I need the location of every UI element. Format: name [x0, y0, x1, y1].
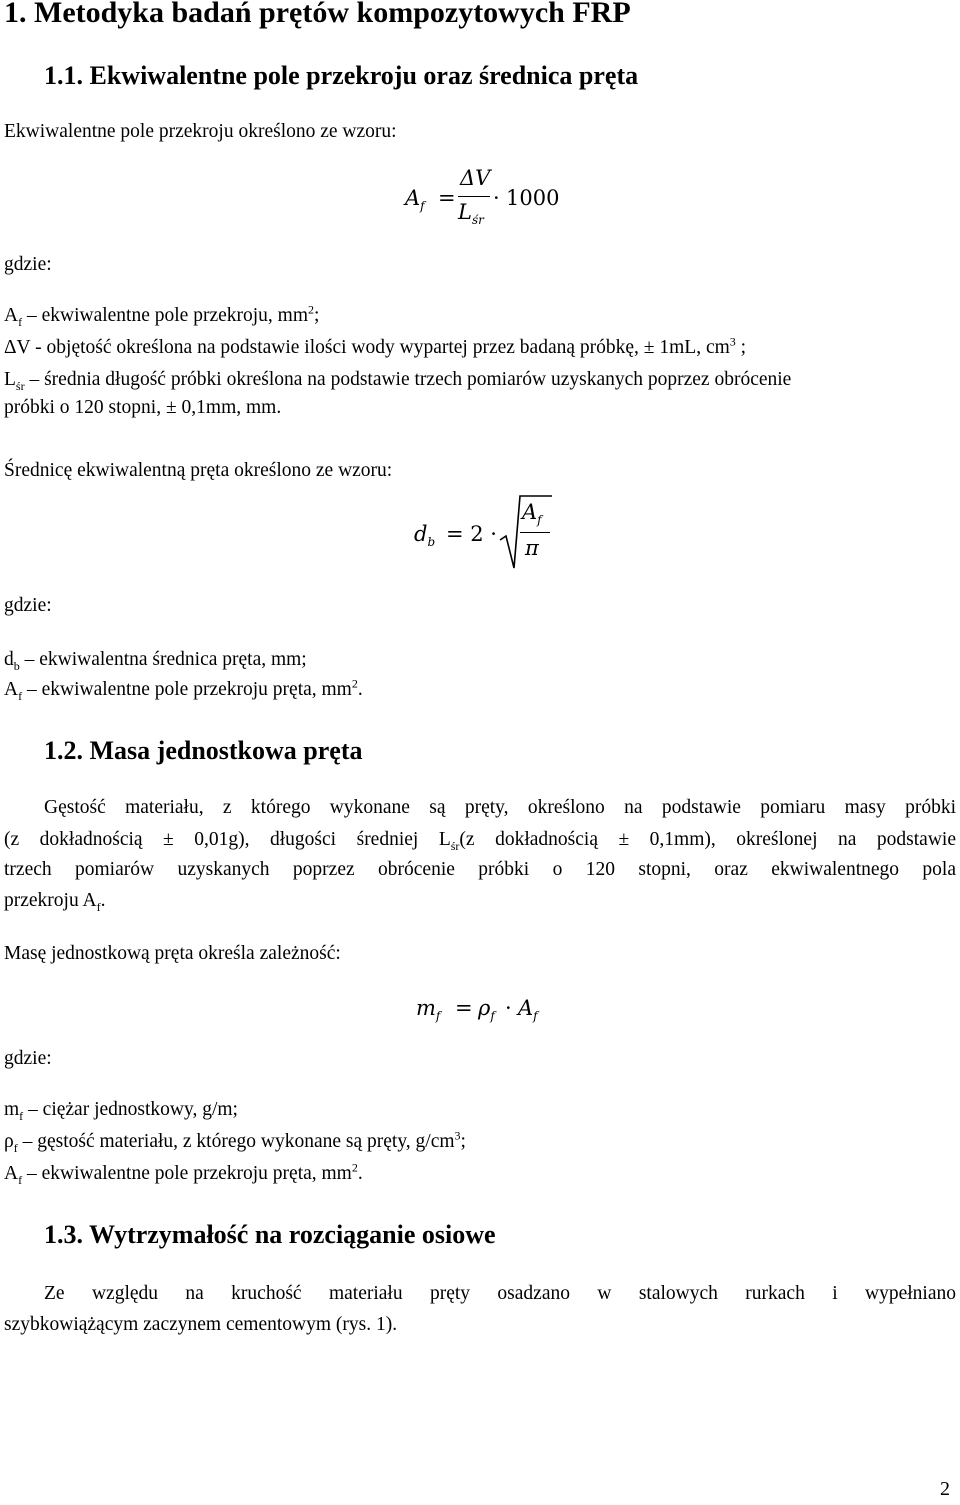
- page-number: 2: [940, 1478, 950, 1500]
- section-heading-1-2: 1.2. Masa jednostkowa pręta: [44, 736, 363, 765]
- definition-continuation: próbki o 120 stopni, ± 0,1mm, mm.: [4, 397, 282, 418]
- formula-equals: =: [455, 996, 473, 1020]
- formula-numerator: ΔV: [460, 166, 491, 190]
- gdzie-label: gdzie:: [4, 254, 52, 275]
- intro-text: Średnicę ekwiwalentną pręta określono ze wzoru:: [4, 460, 393, 481]
- formula-dot: ·: [493, 186, 500, 210]
- definition-row: $\rho_f$ – gęstość materiału, z którego wykonane są pręty, $g/cm^3$;: [4, 1128, 466, 1155]
- intro-text: Ekwiwalentne pole przekroju określono ze wzoru:: [4, 121, 397, 142]
- formula-equals: = 2 ·: [446, 522, 497, 546]
- paragraph-line: (z dokładnością ± 0,01g), długości średniej $L_{śr}(z$ dokładnością ± 0,1mm), określonej na podstawie: [4, 829, 956, 853]
- definition-row: $A_f$ – ekwiwalentne pole przekroju, $mm^2$;: [4, 302, 320, 329]
- intro-text: Masę jednostkową pręta określa zależność:: [4, 943, 341, 964]
- formula-denominator: π: [525, 536, 539, 560]
- formula-area: [412, 990, 562, 1030]
- definition-row: $m_f$ – ciężar jednostkowy, g/m;: [4, 1099, 238, 1123]
- fraction-bar: [458, 196, 490, 197]
- definition-row: $d_b$ – ekwiwalentna średnica pręta, mm;: [4, 649, 307, 673]
- formula-equals: =: [438, 186, 456, 210]
- formula-area: [410, 492, 570, 572]
- formula-area: [400, 160, 570, 232]
- formula-lhs: $d_b$: [414, 522, 436, 550]
- section-heading-1-1: 1.1. Ekwiwalentne pole przekroju oraz średnica pręta: [44, 61, 639, 90]
- paragraph-line: szybkowiążącym zaczynem cementowym (rys. 1).: [4, 1314, 398, 1335]
- definition-row: $L_{śr}$ – średnia długość próbki określona na podstawie trzech pomiarów uzyskanych poprzez obrócenie: [4, 369, 792, 393]
- paragraph-line: Ze względu na kruchość materiału pręty osadzano w stalowych rurkach i wypełniano: [44, 1283, 956, 1304]
- paragraph-line: trzech pomiarów uzyskanych poprzez obrócenie próbki o 120 stopni, oraz ekwiwalentnego pola: [4, 859, 956, 880]
- paragraph-line: Gęstość materiału, z którego wykonane są pręty, określono na podstawie pomiaru masy próbki: [44, 797, 956, 818]
- formula-denominator: $L_{śr}$: [458, 200, 484, 228]
- definition-row: $A_f$ – ekwiwalentne pole przekroju pręta, $mm^2$.: [4, 676, 363, 703]
- gdzie-label: gdzie:: [4, 1048, 52, 1069]
- section-heading-1-3: 1.3. Wytrzymałość na rozciąganie osiowe: [44, 1220, 496, 1249]
- formula-dot: ·: [505, 996, 512, 1020]
- definition-row: ΔV - objętość określona na podstawie ilości wody wypartej przez badaną próbkę, ± 1mL, $cm^3$ ;: [4, 334, 747, 358]
- formula-rho: $\rho_f$: [478, 996, 495, 1024]
- formula-constant: 1000: [506, 186, 560, 210]
- gdzie-label: gdzie:: [4, 595, 52, 616]
- chapter-heading: 1. Metodyka badań prętów kompozytowych FRP: [4, 0, 631, 29]
- formula-numerator: $A_f$: [522, 500, 542, 528]
- formula-area-symbol: $A_f$: [518, 996, 538, 1024]
- formula-lhs: $A_f$: [405, 186, 425, 214]
- paragraph-line: przekroju $A_f$.: [4, 890, 106, 914]
- fraction-bar: [520, 532, 550, 533]
- definition-row: $A_f$ – ekwiwalentne pole przekroju pręta, $mm^2$.: [4, 1160, 363, 1187]
- formula-lhs: $m_f$: [416, 996, 441, 1024]
